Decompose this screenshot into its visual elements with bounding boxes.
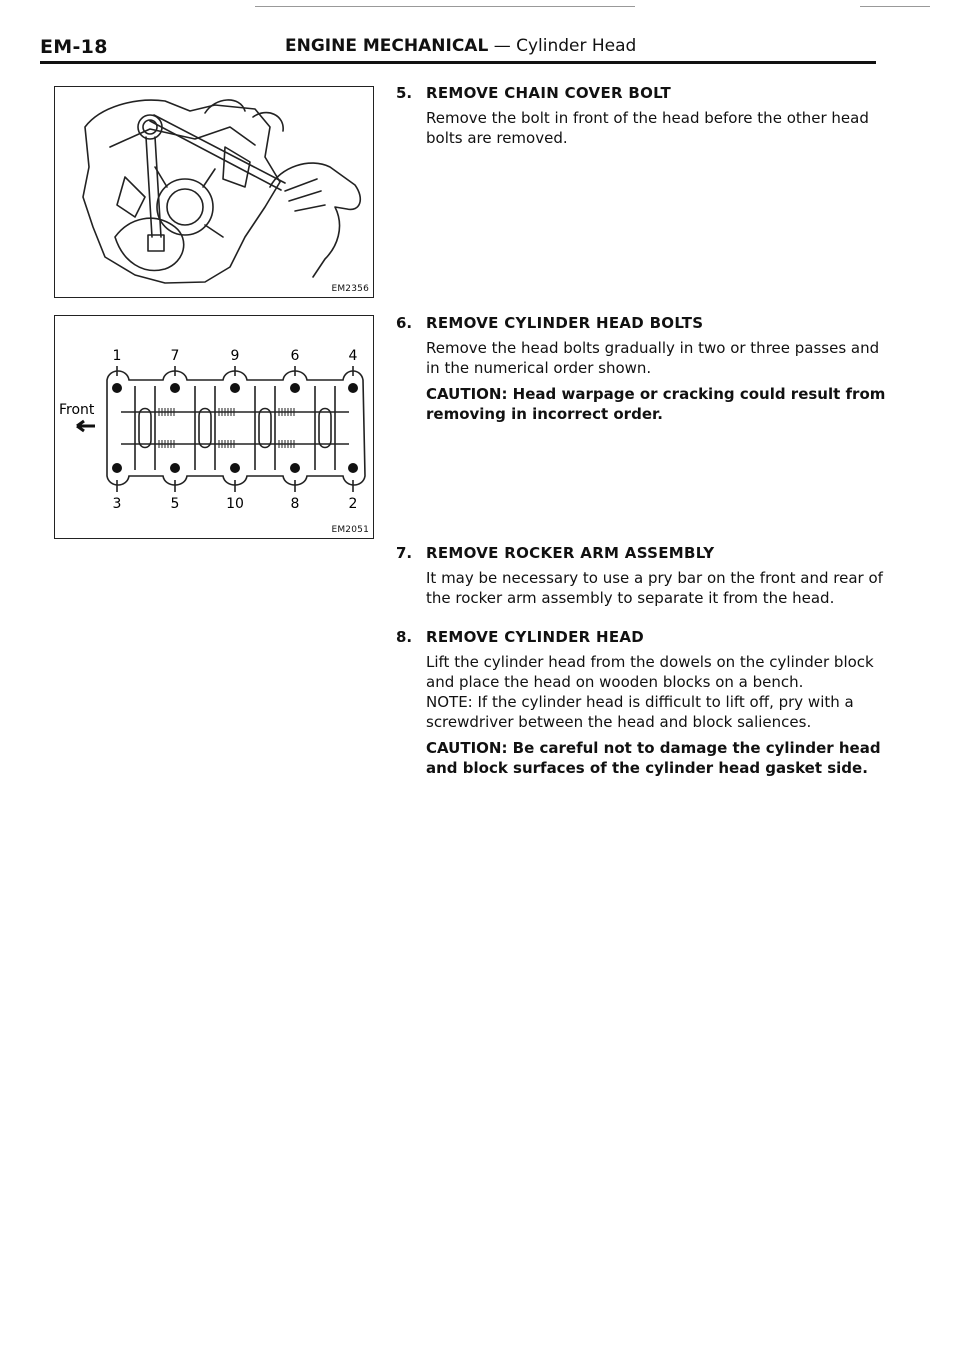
step-text: Remove the head bolts gradually in two or three passes and in the numerical order shown. (426, 339, 880, 377)
bolt-number-top: 4 (348, 348, 358, 364)
step-text: It may be necessary to use a pry bar on the front and rear of the rocker arm assembly to separate it from the head. (426, 569, 883, 607)
bolt-number-bottom: 5 (170, 496, 180, 512)
caution-text: CAUTION: Head warpage or cracking could result from removing in incorrect order. (426, 385, 886, 423)
step-title: REMOVE ROCKER ARM ASSEMBLY (426, 544, 715, 562)
section-title-rest: — Cylinder Head (488, 36, 637, 56)
section-title-strong: ENGINE MECHANICAL (285, 36, 489, 56)
wrench-illustration (55, 87, 373, 297)
step-body (426, 568, 886, 608)
bolt-number-bottom: 3 (112, 496, 122, 512)
step-number: 8. (396, 628, 413, 646)
bolt (112, 463, 122, 473)
front-label: Front (59, 402, 95, 418)
step-text: Lift the cylinder head from the dowels on the cylinder block and place the head on wooden blocks on a bench. (426, 653, 874, 691)
step-text: Remove the bolt in front of the head before the other head bolts are removed. (426, 109, 869, 147)
figure-chain-cover-bolt (54, 86, 374, 298)
bolt (112, 383, 122, 393)
bolt (290, 463, 300, 473)
step-body (426, 652, 886, 778)
scan-artifact-line (255, 6, 635, 7)
step-title: REMOVE CYLINDER HEAD BOLTS (426, 314, 704, 332)
front-arrow-icon (77, 421, 95, 431)
bolt-number-bottom: 8 (290, 496, 300, 512)
caution-text: CAUTION: Be careful not to damage the cylinder head and block surfaces of the cylinder head gasket side. (426, 739, 881, 777)
figure-code: EM2051 (331, 525, 369, 535)
step-body (426, 338, 886, 424)
step-body (426, 108, 886, 148)
page-id: EM-18 (40, 36, 108, 58)
step-title: REMOVE CHAIN COVER BOLT (426, 84, 672, 102)
bolt (290, 383, 300, 393)
bolt (170, 383, 180, 393)
bolt-number-bottom: 2 (348, 496, 358, 512)
figure-code: EM2356 (331, 284, 369, 294)
page-header (40, 36, 876, 62)
step-number: 6. (396, 314, 413, 332)
step-number: 5. (396, 84, 413, 102)
figure-bolt-order (54, 315, 374, 539)
bolt-number-top: 7 (170, 348, 180, 364)
step-number: 7. (396, 544, 413, 562)
bolt (230, 463, 240, 473)
header-rule (40, 61, 876, 64)
bolt-number-top: 6 (290, 348, 300, 364)
bolt-number-top: 9 (230, 348, 240, 364)
note-text: NOTE: If the cylinder head is difficult to lift off, pry with a screwdriver between the head and block saliences. (426, 693, 854, 731)
bolt (348, 463, 358, 473)
bolt (348, 383, 358, 393)
step-title: REMOVE CYLINDER HEAD (426, 628, 645, 646)
bolt-number-top: 1 (112, 348, 122, 364)
bolt-order-diagram (55, 316, 373, 538)
scan-artifact-line (860, 6, 930, 7)
bolt (170, 463, 180, 473)
bolt-number-bottom: 10 (226, 496, 244, 512)
section-title (285, 36, 636, 56)
bolt (230, 383, 240, 393)
